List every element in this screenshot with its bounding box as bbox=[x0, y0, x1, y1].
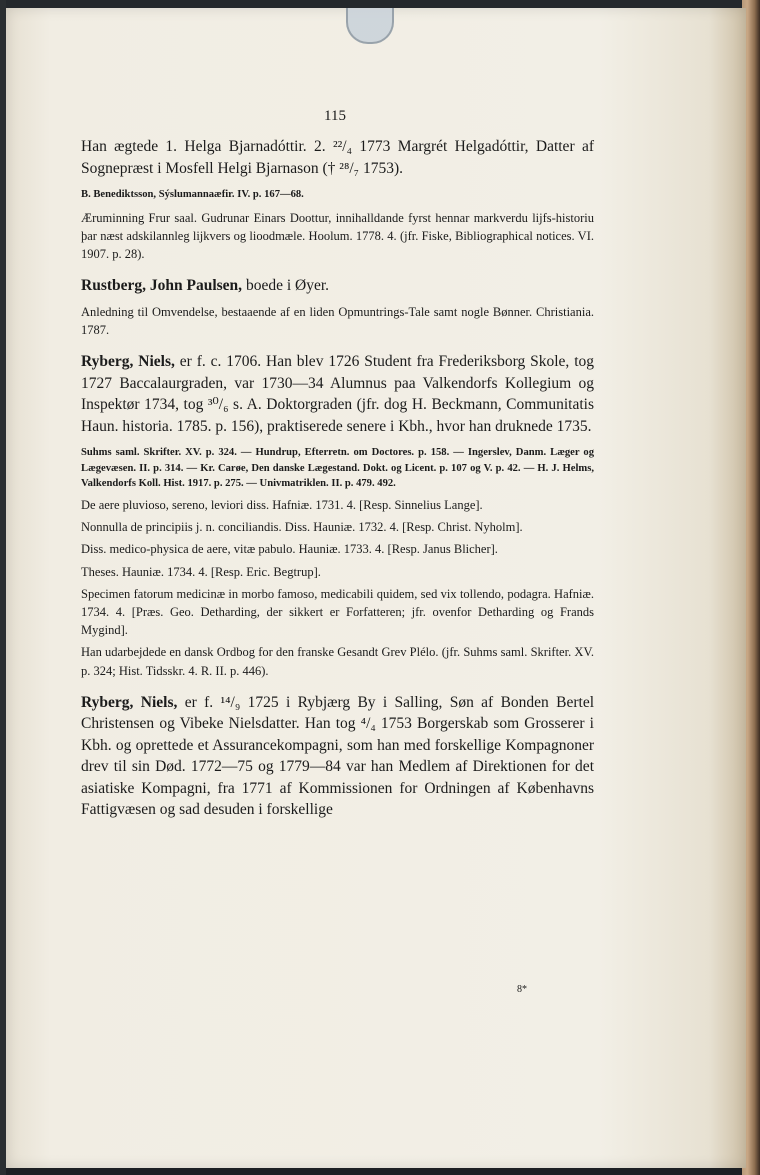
paragraph-marriage: Han ægtede 1. Helga Bjarnadóttir. 2. ²²/₄ 1773 Margrét Helgadóttir, Datter af Sognepræst i Mosfell Helgi Bjarnason († ²⁸/₇ 1753). bbox=[81, 138, 594, 177]
page-text bbox=[81, 136, 594, 821]
work-nonnulla: Nonnulla de principiis j. n. conciliandis. Diss. Hauniæ. 1732. 4. [Resp. Christ. Nyholm]. bbox=[81, 520, 523, 535]
entry-ryberg-1725 bbox=[81, 692, 594, 821]
work-specimen: Specimen fatorum medicinæ in morbo famoso, medicabili quidem, sed vix tollendo, podagra. Hafniæ. 1734. 4. [Præs. Geo. Detharding, der sikkert er Forfatteren; jfr. ovenfor Detharding og Frands Mygind]. bbox=[81, 586, 594, 638]
work-anledning: Anledning til Omvendelse, bestaaende af en liden Opmuntrings-Tale samt nogle Bønner. Christiania. 1787. bbox=[81, 304, 594, 337]
entry-ryberg-1725-text: er f. ¹⁴/₉ 1725 i Rybjærg By i Salling, Søn af Bonden Bertel Christensen og Vibeke Nielsdatter. Han tog ⁴/₄ 1753 Borgerskab som Grosserer i Kbh. og oprettede et Assurancekompagni, som han med forskellige Kompagnoner drev til sin Død. 1772—75 og 1779—84 var han Medlem af Direktionen for det asiatiske Kompagni, fra 1771 af Kommissionen for Ordningen af Københavns Fattigvæsen og sad desuden i forskellige bbox=[81, 693, 595, 819]
signature-mark: 8* bbox=[517, 984, 527, 995]
reference-benediktsson: B. Benediktsson, Sýslumannaæfir. IV. p. 167—68. bbox=[81, 189, 304, 200]
entry-ryberg-1706-text: er f. c. 1706. Han blev 1726 Student fra Frederiksborg Skole, tog 1727 Baccalaurgraden, var 1730—34 Alumnus paa Valkendorfs Kollegium og Inspektør 1734, tog ³⁰/₆ s. A. Doktorgraden (jfr. dog H. Beckmann, Communitatis Haun. historia. 1785. p. 156), praktiserede senere i Kbh., hvor han druknede 1735. bbox=[81, 353, 594, 435]
entry-ryberg-1706 bbox=[81, 351, 594, 437]
work-theses: Theses. Hauniæ. 1734. 4. [Resp. Eric. Begtrup]. bbox=[81, 564, 321, 579]
note-ordbog: Han udarbejdede en dansk Ordbog for den franske Gesandt Grev Plélo. (jfr. Suhms saml. Skrifter. XV. p. 324; Hist. Tidsskr. 4. R. II. p. 446). bbox=[81, 645, 594, 678]
entry-rustberg-name: Rustberg, John Paulsen, bbox=[81, 277, 243, 295]
book-page bbox=[6, 8, 746, 1168]
entry-ryberg-1725-name: Ryberg, Niels, bbox=[81, 693, 178, 711]
work-de-aere: De aere pluvioso, sereno, leviori diss. Hafniæ. 1731. 4. [Resp. Sinnelius Lange]. bbox=[81, 497, 483, 512]
entry-rustberg-text: boede i Øyer. bbox=[245, 277, 330, 295]
entry-rustberg bbox=[81, 275, 594, 297]
work-aeruminning: Æruminning Frur saal. Gudrunar Einars Doottur, innihalldande fyrst hennar markverdu lijfs-historiu þar næst adskilannleg lijkvers og lioodmæle. Hoolum. 1778. 4. (jfr. Fiske, Bibliographical notices. VI. 1907. p. 28). bbox=[81, 210, 594, 261]
references-ryberg: Suhms saml. Skrifter. XV. p. 324. — Hundrup, Efterretn. om Doctores. p. 158. — Ingerslev, Danm. Læger og Lægevæsen. II. p. 314. — Kr. Carøe, Den danske Lægestand. Dokt. og Licent. p. 107 og V. p. 42. — H. J. Helms, Valkendorfs Koll. Hist. 1917. p. 275. — Univmatriklen. II. p. 479. 492. bbox=[81, 447, 594, 490]
work-diss-medico: Diss. medico-physica de aere, vitæ pabulo. Hauniæ. 1733. 4. [Resp. Janus Blicher]. bbox=[81, 542, 498, 557]
entry-ryberg-1706-name: Ryberg, Niels, bbox=[81, 353, 175, 371]
page-clip bbox=[346, 8, 394, 44]
page-number: 115 bbox=[324, 108, 346, 124]
